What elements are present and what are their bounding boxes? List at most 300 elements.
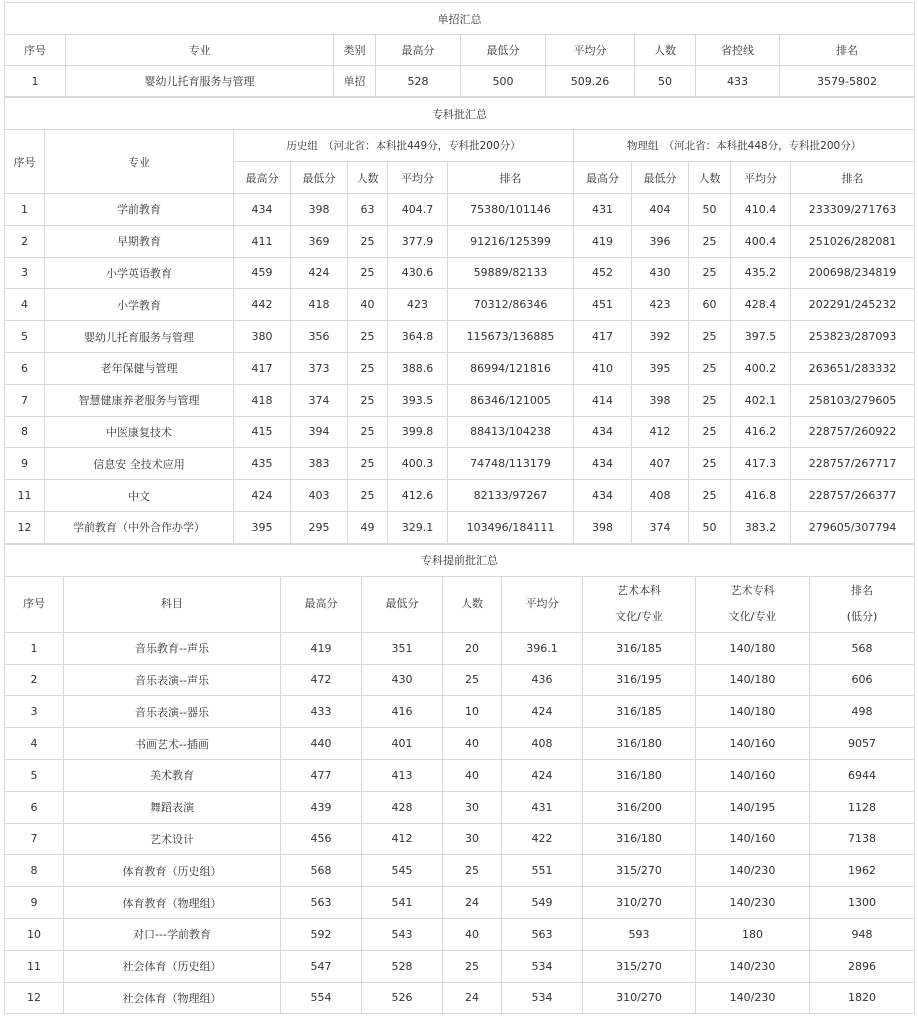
table-cell: 140/195 [696,791,810,823]
table-cell: 433 [696,66,780,97]
table-row [5,257,915,289]
header-cell [810,576,915,632]
table-cell: 10 [5,918,64,950]
table-cell: 艺术设计 [64,823,281,855]
table-cell: 小学教育 [45,289,234,321]
header-line-1: 人数 [461,597,483,611]
table-cell: 25 [689,321,731,353]
subheader-cell: 最高分 [574,162,632,194]
table-cell: 545 [362,855,443,887]
table-cell: 5 [5,321,45,353]
history-group-header: 历史组 （河北省：本科批449分，专科批200分） [234,130,574,162]
table-cell: 7138 [810,823,915,855]
table-cell: 526 [362,982,443,1014]
header-line-1: 最低分 [385,597,419,611]
table-cell: 30 [443,791,502,823]
table-row [5,416,915,448]
table-cell: 舞蹈表演 [64,791,281,823]
table-cell: 婴幼儿托育服务与管理 [66,66,334,97]
table-cell: 12 [5,511,45,543]
table-cell: 社会体育（历史组） [64,950,281,982]
header-cell: 类别 [334,35,376,66]
header-cell: 排名 [780,35,915,66]
zhuanke-table [4,97,915,544]
table-cell: 50 [635,66,696,97]
table-cell: 1128 [810,791,915,823]
table-cell: 398 [574,511,632,543]
table-cell: 180 [696,918,810,950]
table-cell: 554 [281,982,362,1014]
table-cell: 早期教育 [45,225,234,257]
table-cell: 小学英语教育 [45,257,234,289]
table-cell: 498 [810,696,915,728]
table-cell: 396 [632,225,689,257]
table-cell: 563 [281,887,362,919]
table-cell: 416.2 [731,416,791,448]
table-cell: 25 [348,257,388,289]
table-cell: 369 [291,225,348,257]
table-cell: 中医康复技术 [45,416,234,448]
subheader-cell: 最低分 [291,162,348,194]
table-cell: 374 [291,384,348,416]
header-cell: 专业 [66,35,334,66]
table-cell: 140/180 [696,696,810,728]
table-cell: 422 [502,823,583,855]
table-cell: 434 [574,480,632,512]
table-cell: 25 [443,855,502,887]
subheader-cell: 排名 [448,162,574,194]
table-cell: 434 [234,194,291,226]
table-cell: 25 [348,321,388,353]
single-table-title: 单招汇总 [5,3,915,35]
table-cell: 419 [574,225,632,257]
table-cell: 2896 [810,950,915,982]
table-cell: 417.3 [731,448,791,480]
header-line-1: 艺术专科 [730,584,775,598]
table-cell: 415 [234,416,291,448]
table-cell: 400.3 [388,448,448,480]
table-row [5,728,915,760]
header-seq: 序号 [5,130,45,194]
table-cell: 316/185 [583,696,696,728]
table-cell: 社会体育（物理组） [64,982,281,1014]
table-cell: 547 [281,950,362,982]
table-cell: 202291/245232 [791,289,915,321]
table-cell: 407 [632,448,689,480]
table-row [5,480,915,512]
table-cell: 228757/267717 [791,448,915,480]
table-cell: 3 [5,696,64,728]
table-cell: 392 [632,321,689,353]
table-cell: 音乐教育--声乐 [64,632,281,664]
table-row [5,759,915,791]
table-cell: 25 [348,448,388,480]
table-cell: 430.6 [388,257,448,289]
table-cell: 25 [689,225,731,257]
table-cell: 4 [5,728,64,760]
table-cell: 8 [5,416,45,448]
table-cell: 417 [234,352,291,384]
table-cell: 88413/104238 [448,416,574,448]
table-cell: 103496/184111 [448,511,574,543]
table-cell: 401 [362,728,443,760]
table-cell: 452 [574,257,632,289]
table-row [5,855,915,887]
table-cell: 424 [291,257,348,289]
table-cell: 451 [574,289,632,321]
header-cell [362,576,443,632]
table-cell: 9057 [810,728,915,760]
table-cell: 228757/266377 [791,480,915,512]
table-row [5,289,915,321]
table-cell: 459 [234,257,291,289]
table-cell: 140/230 [696,855,810,887]
table-cell: 413 [362,759,443,791]
table-cell: 2 [5,225,45,257]
table-cell: 228757/260922 [791,416,915,448]
header-line-2: 文化/专业 [728,610,777,624]
table-cell: 316/180 [583,823,696,855]
table-cell: 374 [632,511,689,543]
table-cell: 316/180 [583,759,696,791]
table-cell: 534 [502,950,583,982]
table-cell: 书画艺术--插画 [64,728,281,760]
table-cell: 1 [5,194,45,226]
subheader-cell: 人数 [689,162,731,194]
table-cell: 398 [291,194,348,226]
table-cell: 6944 [810,759,915,791]
subheader-cell: 最低分 [632,162,689,194]
table-cell: 434 [574,416,632,448]
table-cell: 404 [632,194,689,226]
header-line-1: 艺术本科 [617,584,661,598]
table-cell: 383 [291,448,348,480]
table-cell: 学前教育（中外合作办学） [45,511,234,543]
table-cell: 老年保健与管理 [45,352,234,384]
table-cell: 140/160 [696,728,810,760]
table-cell: 25 [348,225,388,257]
table-cell: 410.4 [731,194,791,226]
table-cell: 4 [5,289,45,321]
table-cell: 551 [502,855,583,887]
table-cell: 25 [689,416,731,448]
table-cell: 7 [5,823,64,855]
table-cell: 509.26 [546,66,635,97]
table-cell: 414 [574,384,632,416]
table-cell: 智慧健康养老服务与管理 [45,384,234,416]
table-cell: 408 [502,728,583,760]
table-cell: 5 [5,759,64,791]
subheader-cell: 平均分 [388,162,448,194]
table-cell: 434 [574,448,632,480]
table-cell: 424 [234,480,291,512]
table-cell: 50 [689,511,731,543]
table-row [5,66,915,97]
table-cell: 393.5 [388,384,448,416]
table-cell: 316/195 [583,664,696,696]
table-cell: 25 [689,257,731,289]
table-cell: 30 [443,823,502,855]
table-cell: 63 [348,194,388,226]
table-cell: 49 [348,511,388,543]
subheader-cell: 排名 [791,162,915,194]
table-cell: 383.2 [731,511,791,543]
table-cell: 295 [291,511,348,543]
table-cell: 25 [443,664,502,696]
header-cell: 人数 [635,35,696,66]
table-cell: 431 [502,791,583,823]
table-cell: 25 [689,352,731,384]
table-cell: 310/270 [583,982,696,1014]
table-cell: 253823/287093 [791,321,915,353]
header-line-2: 文化/专业 [615,610,663,624]
table-cell: 信息安 全技术应用 [45,448,234,480]
table-cell: 1 [5,632,64,664]
table-cell: 412.6 [388,480,448,512]
table-cell: 91216/125399 [448,225,574,257]
table-cell: 472 [281,664,362,696]
table-cell: 140/160 [696,759,810,791]
table-cell: 20 [443,632,502,664]
table-cell: 1 [5,66,66,97]
single-admission-table [4,2,915,97]
header-cell [502,576,583,632]
table-cell: 11 [5,480,45,512]
header-line-2: (低分) [846,610,878,624]
tiqian-header-row [5,576,915,632]
table-cell: 7 [5,384,45,416]
table-cell: 315/270 [583,950,696,982]
table-cell: 394 [291,416,348,448]
physics-group-header: 物理组 （河北省：本科批448分，专科批200分） [574,130,915,162]
subheader-cell: 人数 [348,162,388,194]
table-cell: 442 [234,289,291,321]
table-cell: 606 [810,664,915,696]
header-line-1: 序号 [23,597,45,611]
table-cell: 380 [234,321,291,353]
table-cell: 60 [689,289,731,321]
table-cell: 115673/136885 [448,321,574,353]
table-cell: 356 [291,321,348,353]
table-cell: 279605/307794 [791,511,915,543]
table-cell: 549 [502,887,583,919]
table-cell: 1962 [810,855,915,887]
table-cell: 3 [5,257,45,289]
table-row [5,791,915,823]
table-cell: 395 [234,511,291,543]
table-cell: 439 [281,791,362,823]
table-cell: 310/270 [583,887,696,919]
table-row [5,823,915,855]
table-cell: 74748/113179 [448,448,574,480]
table-cell: 377.9 [388,225,448,257]
table-row [5,632,915,664]
tiqian-table [4,544,915,1015]
header-major: 专业 [45,130,234,194]
table-cell: 424 [502,696,583,728]
table-cell: 25 [348,384,388,416]
table-cell: 395 [632,352,689,384]
table-cell: 592 [281,918,362,950]
header-cell: 序号 [5,35,66,66]
table-cell: 411 [234,225,291,257]
table-row [5,352,915,384]
table-cell: 528 [376,66,461,97]
tiqian-table-title: 专科提前批汇总 [5,544,915,576]
table-cell: 6 [5,791,64,823]
header-cell [443,576,502,632]
table-cell: 435 [234,448,291,480]
table-cell: 417 [574,321,632,353]
table-cell: 397.5 [731,321,791,353]
table-cell: 410 [574,352,632,384]
table-cell: 436 [502,664,583,696]
table-cell: 9 [5,448,45,480]
table-cell: 400.4 [731,225,791,257]
table-cell: 440 [281,728,362,760]
table-cell: 428.4 [731,289,791,321]
table-cell: 416 [362,696,443,728]
table-cell: 948 [810,918,915,950]
header-line-1: 科目 [161,597,183,611]
table-cell: 528 [362,950,443,982]
table-cell: 373 [291,352,348,384]
table-cell: 140/230 [696,950,810,982]
table-cell: 10 [443,696,502,728]
table-cell: 316/180 [583,728,696,760]
table-cell: 416.8 [731,480,791,512]
table-cell: 8 [5,855,64,887]
table-cell: 25 [348,352,388,384]
table-cell: 388.6 [388,352,448,384]
table-row [5,696,915,728]
table-cell: 140/230 [696,887,810,919]
table-cell: 433 [281,696,362,728]
table-cell: 408 [632,480,689,512]
table-cell: 456 [281,823,362,855]
table-cell: 534 [502,982,583,1014]
table-cell: 24 [443,887,502,919]
table-cell: 体育教育（历史组） [64,855,281,887]
table-cell: 398 [632,384,689,416]
table-cell: 25 [348,480,388,512]
table-cell: 568 [281,855,362,887]
table-cell: 单招 [334,66,376,97]
table-cell: 435.2 [731,257,791,289]
table-cell: 学前教育 [45,194,234,226]
header-cell [64,576,281,632]
header-cell [696,576,810,632]
table-cell: 412 [362,823,443,855]
header-cell: 最低分 [461,35,546,66]
table-cell: 2 [5,664,64,696]
table-cell: 418 [291,289,348,321]
table-cell: 351 [362,632,443,664]
table-cell: 316/200 [583,791,696,823]
table-cell: 400.2 [731,352,791,384]
table-row [5,664,915,696]
table-cell: 50 [689,194,731,226]
table-cell: 25 [689,384,731,416]
header-cell: 省控线 [696,35,780,66]
header-line-1: 最高分 [304,597,338,611]
table-cell: 568 [810,632,915,664]
table-cell: 140/230 [696,982,810,1014]
table-row [5,982,915,1014]
table-cell: 音乐表演--声乐 [64,664,281,696]
table-cell: 40 [443,728,502,760]
table-cell: 423 [632,289,689,321]
table-cell: 中文 [45,480,234,512]
header-cell [5,576,64,632]
header-line-1: 排名 [851,584,874,598]
table-cell: 音乐表演--器乐 [64,696,281,728]
table-cell: 140/160 [696,823,810,855]
table-row [5,511,915,543]
zhuanke-table-title: 专科批汇总 [5,98,915,130]
table-cell: 412 [632,416,689,448]
table-cell: 140/180 [696,632,810,664]
table-cell: 418 [234,384,291,416]
table-cell: 1820 [810,982,915,1014]
table-row [5,321,915,353]
header-line-1: 平均分 [525,597,559,611]
subheader-cell: 平均分 [731,162,791,194]
header-cell: 最高分 [376,35,461,66]
header-cell: 平均分 [546,35,635,66]
subheader-cell: 最高分 [234,162,291,194]
table-row [5,194,915,226]
table-cell: 40 [443,759,502,791]
table-cell: 140/180 [696,664,810,696]
table-row [5,950,915,982]
table-cell: 396.1 [502,632,583,664]
table-cell: 423 [388,289,448,321]
table-cell: 430 [632,257,689,289]
table-cell: 3579-5802 [780,66,915,97]
table-cell: 86346/121005 [448,384,574,416]
table-cell: 25 [443,950,502,982]
table-cell: 428 [362,791,443,823]
table-cell: 399.8 [388,416,448,448]
table-row [5,225,915,257]
table-cell: 563 [502,918,583,950]
table-row [5,448,915,480]
table-cell: 316/185 [583,632,696,664]
table-cell: 25 [689,448,731,480]
table-cell: 233309/271763 [791,194,915,226]
table-cell: 59889/82133 [448,257,574,289]
table-cell: 543 [362,918,443,950]
table-cell: 婴幼儿托育服务与管理 [45,321,234,353]
table-cell: 11 [5,950,64,982]
header-cell [583,576,696,632]
table-cell: 263651/283332 [791,352,915,384]
table-cell: 251026/282081 [791,225,915,257]
table-cell: 25 [348,416,388,448]
table-cell: 82133/97267 [448,480,574,512]
header-cell [281,576,362,632]
table-cell: 40 [443,918,502,950]
table-cell: 430 [362,664,443,696]
table-cell: 424 [502,759,583,791]
table-row [5,918,915,950]
table-cell: 431 [574,194,632,226]
table-cell: 500 [461,66,546,97]
table-row [5,887,915,919]
table-row [5,384,915,416]
table-cell: 315/270 [583,855,696,887]
